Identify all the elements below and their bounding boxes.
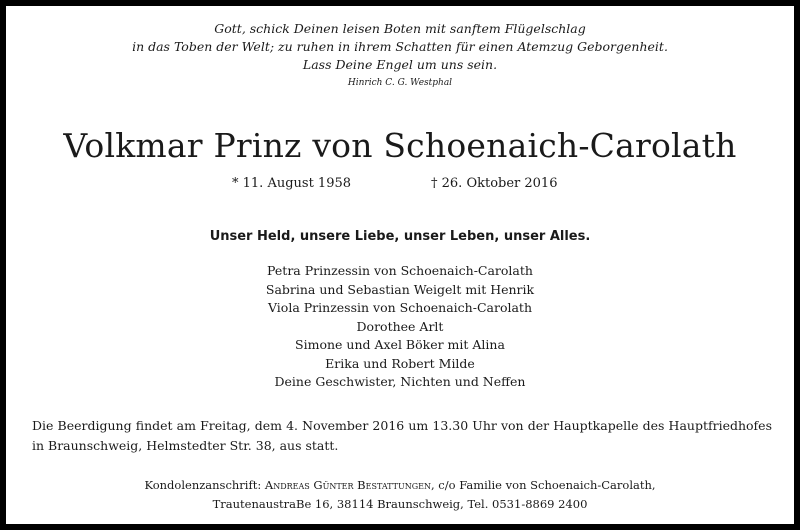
mourner-item: Viola Prinzessin von Schoenaich-Carolath: [268, 300, 532, 315]
mourner-item: Dorothee Arlt: [356, 318, 444, 334]
obituary-notice: [6, 6, 794, 524]
poem-line: in das Toben der Welt; zu ruhen in ihrem Schatten für einen Atemzug Geborgenheit.: [132, 39, 668, 54]
tagline: Unser Held, unsere Liebe, unser Leben, unser Alles.: [209, 229, 591, 244]
mourner-item: Simone und Axel Böker mit Alina: [295, 337, 505, 352]
poem-line: Gott, schick Deinen leisen Boten mit sanftem Flügelschlag: [214, 21, 586, 36]
condolence-line-2: TrautenaustraBe 16, 38114 Braunschweig, Tel. 0531-8869 2400: [212, 497, 588, 511]
poem-author: Hinrich C. G. Westphal: [347, 78, 453, 88]
mourners-list: [6, 262, 794, 392]
death-date: † 26. Oktober 2016: [431, 176, 558, 191]
mourner-item: Sabrina und Sebastian Weigelt mit Henrik: [265, 281, 535, 297]
poem: [6, 20, 794, 90]
mourner-item: Deine Geschwister, Nichten und Neffen: [274, 374, 526, 389]
funeral-info: Die Beerdigung findet am Freitag, dem 4. November 2016 um 13.30 Uhr von der Hauptkapelle des Hauptfriedhofes in Braunschweig, Helmstedter Str. 38, aus statt.: [32, 418, 772, 453]
poem-line: Lass Deine Engel um uns sein.: [302, 57, 498, 72]
condolence-address: [6, 476, 794, 514]
condolence-family: , c/o Familie von Schoenaich-Carolath,: [430, 478, 656, 492]
mourner-item: Petra Prinzessin von Schoenaich-Carolath: [267, 263, 533, 278]
birth-date: * 11. August 1958: [232, 176, 352, 191]
mourner-item: Erika und Robert Milde: [325, 355, 475, 371]
funeral-home-name: Andreas Günter Bestattungen: [264, 478, 431, 492]
deceased-name: Volkmar Prinz von Schoenaich-Carolath: [63, 126, 737, 165]
condolence-line-1: [6, 476, 794, 495]
condolence-label: Kondolenzanschrift:: [144, 478, 262, 492]
